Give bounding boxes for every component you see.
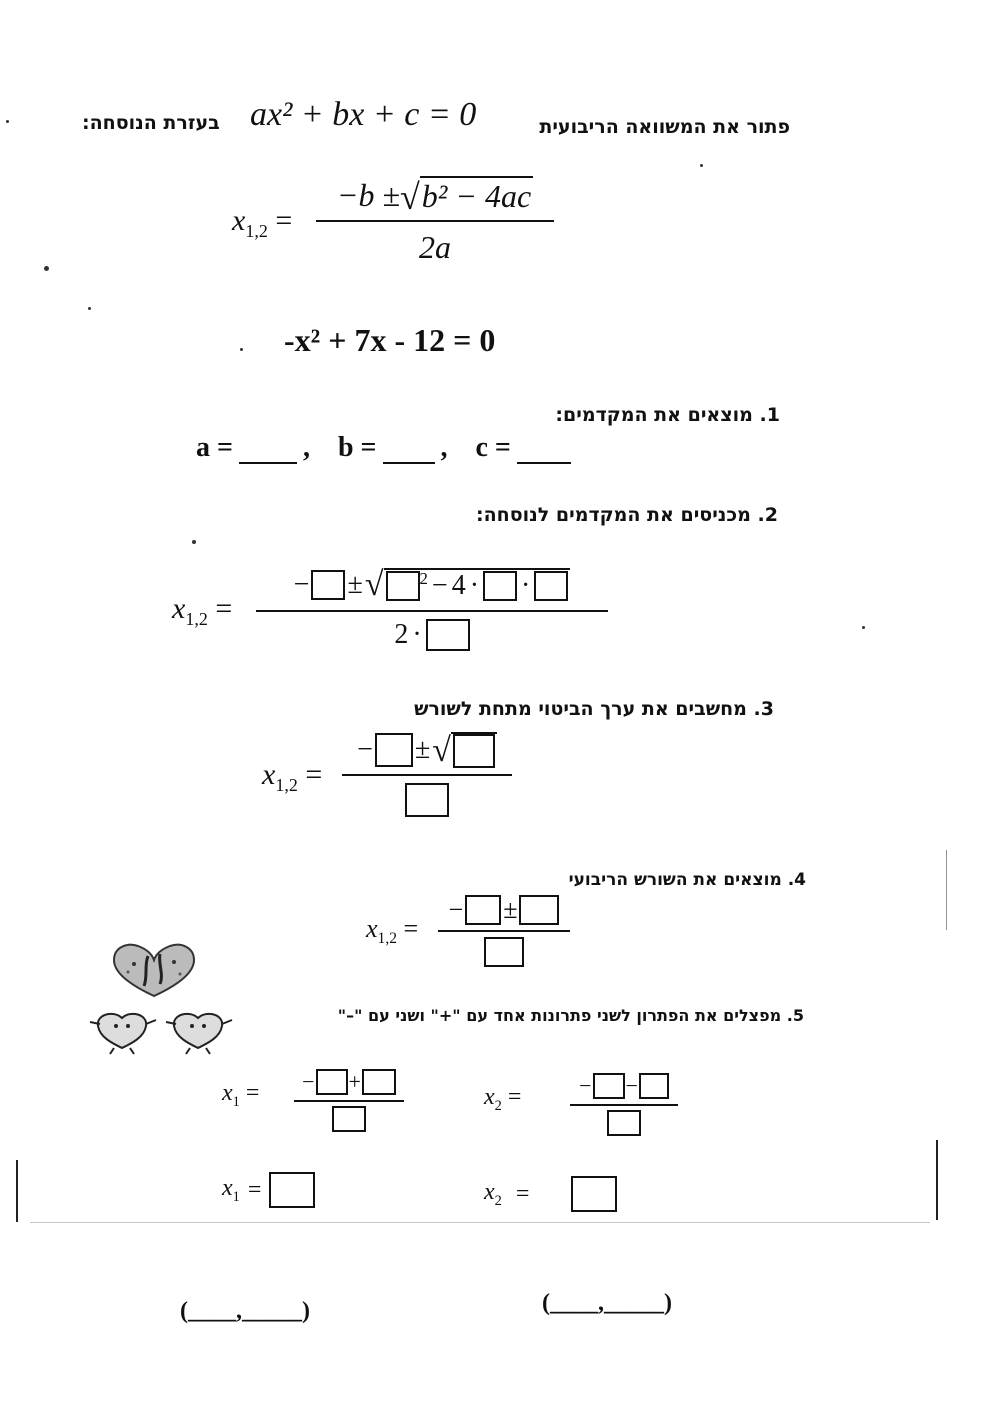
scan-edge-left — [16, 1160, 18, 1222]
answer-pair-left[interactable]: (____,_____) — [180, 1298, 310, 1324]
step-4-denominator — [484, 932, 524, 972]
speck — [44, 266, 49, 271]
formula-radical: √ b² − 4ac — [400, 176, 532, 217]
x2-denominator-box[interactable] — [607, 1110, 641, 1136]
x2-final-box[interactable] — [571, 1176, 617, 1212]
formula-lhs: $x_{1,2}$ = — [232, 204, 293, 241]
coef-a-blank[interactable] — [239, 462, 297, 464]
x2-numerator: − − — [579, 1068, 669, 1104]
title-suffix: בעזרת הנוסחה: — [82, 112, 220, 134]
step-4-root-box[interactable] — [519, 895, 559, 925]
answer-pair-right[interactable]: (____,_____) — [542, 1290, 672, 1316]
coef-b-blank[interactable] — [383, 462, 435, 464]
speck — [6, 120, 9, 123]
title-instruction: פתור את המשוואה הריבועית — [539, 116, 790, 138]
step-2-label: 2. מכניסים את המקדמים לנוסחה: — [476, 504, 778, 526]
birds-clipart-icon — [86, 1004, 238, 1056]
x2-lhs: $x_2$ = — [484, 1084, 522, 1114]
x2-root-box[interactable] — [639, 1073, 669, 1099]
formula-fraction — [316, 170, 554, 272]
step-1-label: 1. מוצאים את המקדמים: — [555, 404, 780, 426]
coef-c-blank[interactable] — [517, 462, 571, 464]
scan-line-bottom — [30, 1222, 930, 1223]
title-equation: ax² + bx + c = 0 — [250, 96, 477, 133]
formula-numerator: −b ± √ b² − 4ac — [336, 176, 532, 217]
x2-b-box[interactable] — [593, 1073, 625, 1099]
step-3-lhs: $x_{1,2}$ = — [262, 758, 323, 795]
step-2-b-radicand-box[interactable] — [386, 571, 420, 601]
problem-equation: -x² + 7x - 12 = 0 — [284, 322, 496, 358]
step-2-denominator-box[interactable] — [426, 619, 470, 651]
step-4-b-box[interactable] — [465, 895, 501, 925]
x2-fraction — [570, 1068, 678, 1140]
x1-denominator-box[interactable] — [332, 1106, 366, 1132]
scan-edge-right-upper — [946, 850, 947, 930]
step-2-c-box[interactable] — [534, 571, 568, 601]
speck — [88, 307, 91, 310]
coef-a-label: a = — [196, 432, 233, 463]
step-2-denominator: 2 · — [394, 612, 469, 658]
x1-root-box[interactable] — [362, 1069, 396, 1095]
step-2-numerator: − ± √ 2 − 4 · · — [294, 560, 571, 610]
step-2-fraction — [256, 560, 608, 658]
speck — [700, 164, 703, 167]
x1-fraction — [294, 1064, 404, 1136]
speck — [192, 540, 196, 544]
step-4-numerator: − ± — [449, 890, 560, 930]
x2-final: $x_2$ = — [484, 1176, 617, 1212]
step-3-fraction — [342, 726, 512, 824]
step-3-denominator-box[interactable] — [405, 783, 449, 817]
x2-denominator — [607, 1106, 641, 1140]
speck — [862, 626, 865, 629]
coefficient-blanks: a = , b = , c = — [196, 432, 571, 464]
step-3-b-box[interactable] — [375, 733, 413, 767]
step-4-label: 4. מוצאים את השורש הריבועי — [568, 870, 806, 890]
step-3-numerator: − ± √ — [357, 726, 497, 774]
formula-denominator: 2a — [419, 228, 451, 265]
step-4-fraction — [438, 890, 570, 972]
step-2-b-box[interactable] — [311, 570, 345, 600]
step-3-denominator — [405, 776, 449, 824]
formula-radicand: b² − 4ac — [421, 177, 532, 214]
coef-c-label: c = — [475, 432, 511, 463]
coef-b-label: b = — [337, 432, 377, 463]
x1-denominator — [332, 1102, 366, 1136]
x1-final: $x_1$ = — [222, 1172, 315, 1208]
x1-lhs: $x_1$ = — [222, 1080, 260, 1110]
step-3-label: 3. מחשבים את ערך הביטוי מתחת לשורש — [414, 698, 774, 720]
x1-b-box[interactable] — [316, 1069, 348, 1095]
heart-clipart-icon — [108, 940, 200, 1000]
speck — [240, 348, 243, 351]
step-5-label: 5. מפצלים את הפתרון לשני פתרונות אחד עם "+" ושני עם "–" — [337, 1006, 804, 1025]
x1-final-box[interactable] — [269, 1172, 315, 1208]
step-3-discriminant-box[interactable] — [453, 734, 495, 768]
step-4-lhs: $x_{1,2}$ = — [366, 914, 419, 948]
step-2-lhs: $x_{1,2}$ = — [172, 592, 233, 629]
step-4-denominator-box[interactable] — [484, 937, 524, 967]
step-2-a-box[interactable] — [483, 571, 517, 601]
scan-edge-right — [936, 1140, 938, 1220]
x1-numerator: − + — [302, 1064, 396, 1100]
